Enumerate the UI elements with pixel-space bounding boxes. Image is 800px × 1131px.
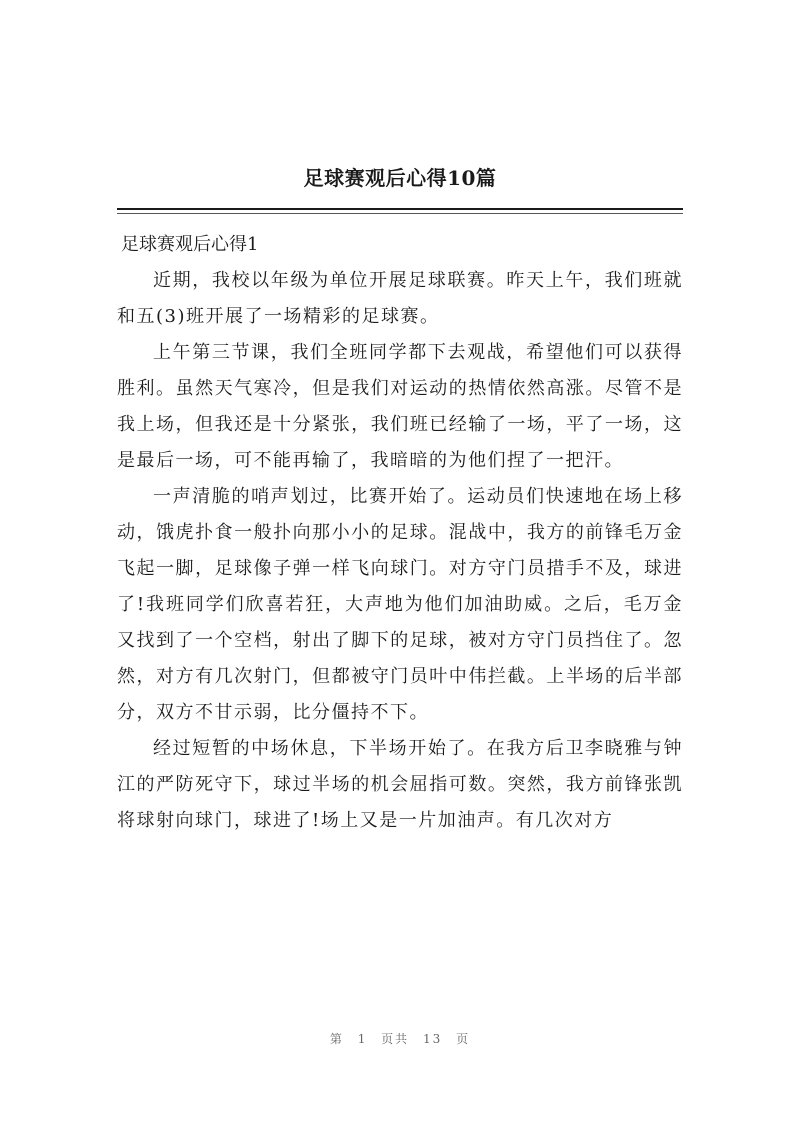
footer-suffix: 页 [456, 1032, 471, 1046]
paragraph: 上午第三节课，我们全班同学都下去观战，希望他们可以获得胜利。虽然天气寒冷，但是我们对运动的热情依然高涨。尽管不是我上场，但我还是十分紧张，我们班已经输了一场，平了一场，这是最后一场，可不能再输了，我暗暗的为他们捏了一把汗。 [117, 342, 683, 471]
title-divider [117, 208, 683, 210]
document-body [117, 227, 683, 839]
footer-page-number: 1 [357, 1032, 368, 1046]
paragraph: 经过短暂的中场休息，下半场开始了。在我方后卫李晓雅与钟江的严防死守下，球过半场的机会屈指可数。突然，我方前锋张凯将球射向球门，球进了!场上又是一片加油声。有几次对方 [117, 738, 683, 831]
paragraph: 近期，我校以年级为单位开展足球联赛。昨天上午，我们班就和五(3)班开展了一场精彩的足球赛。 [117, 270, 683, 327]
page-footer [0, 1030, 800, 1047]
document-title: 足球赛观后心得10篇 [303, 166, 497, 190]
section-heading: 足球赛观后心得1 [121, 234, 259, 255]
footer-prefix: 第 [329, 1032, 344, 1046]
paragraph: 一声清脆的哨声划过，比赛开始了。运动员们快速地在场上移动，饿虎扑食一般扑向那小小的足球。混战中，我方的前锋毛万金飞起一脚，足球像子弹一样飞向球门。对方守门员措手不及，球进了!我班同学们欣喜若狂，大声地为他们加油助威。之后，毛万金又找到了一个空档，射出了脚下的足球，被对方守门员挡住了。忽然，对方有几次射门，但都被守门员叶中伟拦截。上半场的后半部分，双方不甘示弱，比分僵持不下。 [117, 486, 683, 723]
footer-total-pages: 13 [423, 1032, 443, 1046]
title-divider-thin [117, 213, 683, 214]
footer-middle: 页共 [381, 1032, 410, 1046]
